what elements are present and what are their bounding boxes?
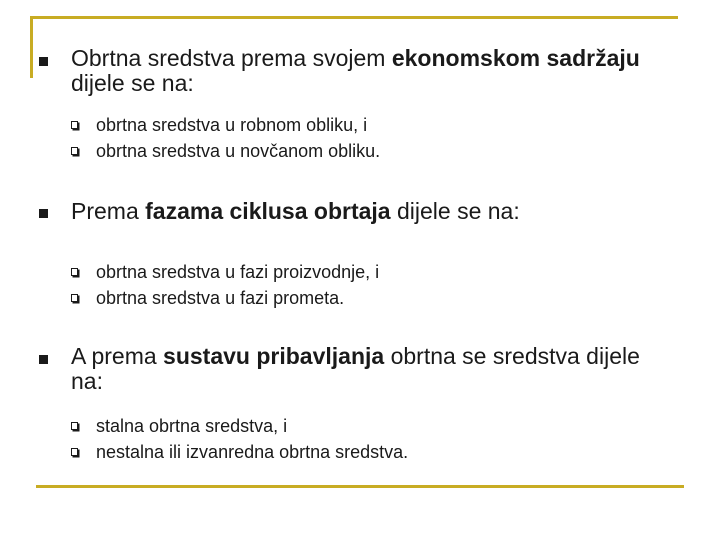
filled-square-bullet-icon	[39, 209, 48, 218]
frame-top-rule	[30, 16, 678, 19]
main-bullet-text	[71, 344, 671, 394]
shadowed-square-bullet-icon	[71, 147, 78, 155]
sub-bullet-text: obrtna sredstva u fazi proizvodnje, i	[96, 262, 380, 282]
sub-bullet-text: nestalna ili izvanredna obrtna sredstva.	[96, 442, 409, 462]
frame-left-rule	[30, 16, 33, 78]
sub-bullet-text: obrtna sredstva u novčanom obliku.	[96, 141, 381, 161]
main-text-after: dijele se na:	[390, 198, 520, 224]
frame-bottom-rule	[36, 485, 684, 488]
main-text-before: Obrtna sredstva prema svojem	[71, 45, 392, 71]
main-bullet-text	[71, 46, 671, 96]
sub-bullet-text: obrtna sredstva u fazi prometa.	[96, 288, 345, 308]
main-text-after: dijele se na:	[71, 70, 194, 96]
main-text-before: A prema	[71, 343, 164, 369]
sub-bullet-text: stalna obrtna sredstva, i	[96, 416, 288, 436]
main-text-before: Prema	[71, 198, 146, 224]
shadowed-square-bullet-icon	[71, 294, 78, 302]
main-bullet-text	[71, 199, 671, 224]
shadowed-square-bullet-icon	[71, 121, 78, 129]
shadowed-square-bullet-icon	[71, 268, 78, 276]
filled-square-bullet-icon	[39, 57, 48, 66]
shadowed-square-bullet-icon	[71, 448, 78, 456]
filled-square-bullet-icon	[39, 355, 48, 364]
main-text-bold: sustavu pribavljanja	[163, 343, 385, 369]
main-text-bold: ekonomskom sadržaju	[391, 45, 640, 71]
shadowed-square-bullet-icon	[71, 422, 78, 430]
main-text-bold: fazama ciklusa obrtaja	[145, 198, 391, 224]
main-text-after: obrtna se sredstva dijele na:	[71, 343, 640, 394]
sub-bullet-text: obrtna sredstva u robnom obliku, i	[96, 115, 368, 135]
